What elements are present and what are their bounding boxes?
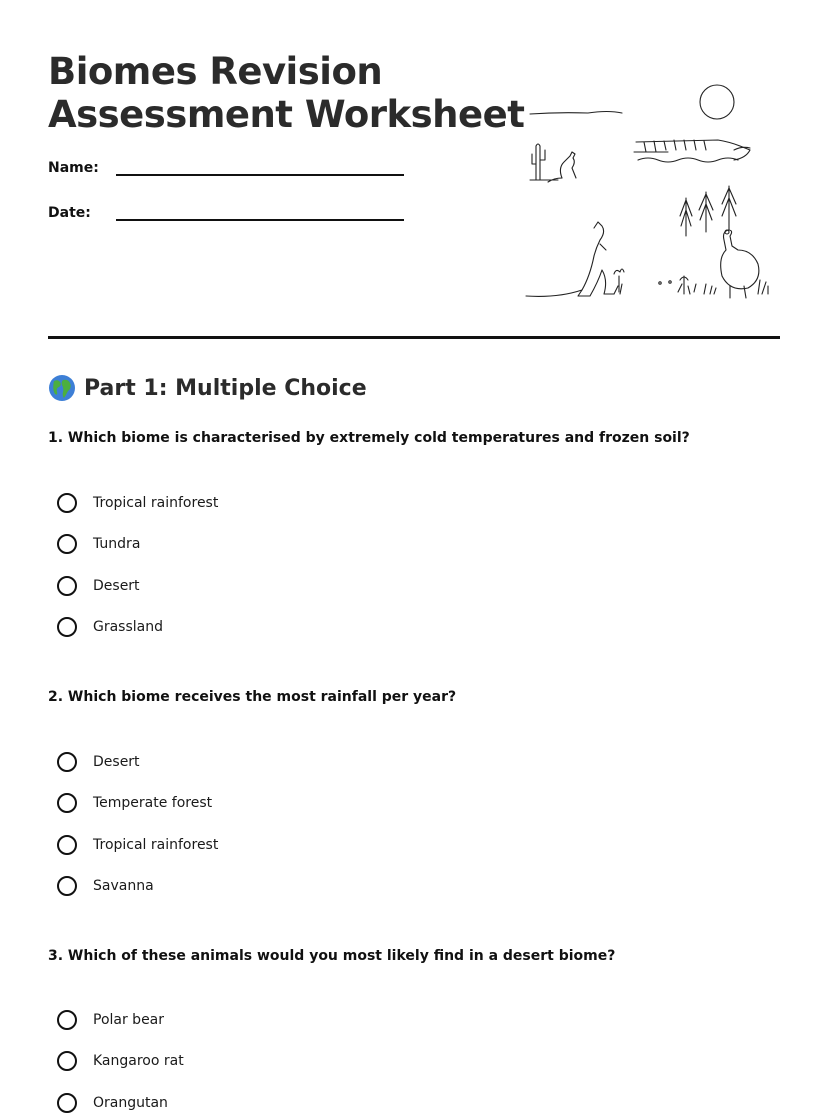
name-label: Name: xyxy=(48,160,99,176)
name-line[interactable] xyxy=(116,174,404,176)
option-label: Savanna xyxy=(93,878,154,894)
option-label: Grassland xyxy=(93,619,163,635)
radio-button[interactable] xyxy=(57,876,77,896)
q3-option-3[interactable] xyxy=(57,1090,168,1116)
option-label: Desert xyxy=(93,578,140,594)
radio-button[interactable] xyxy=(57,576,77,596)
sun-icon xyxy=(700,85,734,119)
question-2: 2. Which biome receives the most rainfall per year? xyxy=(48,689,457,705)
emu-icon xyxy=(721,230,759,298)
section-divider xyxy=(48,336,780,339)
question-3: 3. Which of these animals would you most likely find in a desert biome? xyxy=(48,948,616,964)
worksheet-title: Biomes Revision Assessment Worksheet xyxy=(48,50,525,136)
radio-button[interactable] xyxy=(57,1010,77,1030)
option-label: Tundra xyxy=(93,536,141,552)
biomes-illustration xyxy=(518,80,780,302)
option-label: Kangaroo rat xyxy=(93,1053,184,1069)
q2-option-3[interactable] xyxy=(57,832,218,858)
q3-option-1[interactable] xyxy=(57,1007,164,1033)
q1-option-2[interactable] xyxy=(57,531,140,557)
radio-button[interactable] xyxy=(57,1051,77,1071)
trees-icon xyxy=(680,186,736,236)
option-label: Tropical rainforest xyxy=(93,495,219,511)
q2-option-1[interactable] xyxy=(57,749,140,775)
radio-button[interactable] xyxy=(57,1093,77,1113)
q3-option-2[interactable] xyxy=(57,1048,184,1074)
option-label: Polar bear xyxy=(93,1012,165,1028)
date-label: Date: xyxy=(48,205,91,221)
q1-option-4[interactable] xyxy=(57,614,163,640)
glacier-icon xyxy=(634,140,750,162)
radio-button[interactable] xyxy=(57,617,77,637)
globe-icon xyxy=(48,374,76,402)
radio-button[interactable] xyxy=(57,493,77,513)
kangaroo-icon xyxy=(526,222,614,296)
q1-option-1[interactable] xyxy=(57,490,218,516)
part-1-heading xyxy=(48,374,367,402)
radio-button[interactable] xyxy=(57,793,77,813)
q2-option-4[interactable] xyxy=(57,873,154,899)
date-line[interactable] xyxy=(116,219,404,221)
question-1: 1. Which biome is characterised by extremely cold temperatures and frozen soil? xyxy=(48,430,690,446)
q2-option-2[interactable] xyxy=(57,790,212,816)
part-1-title: Part 1: Multiple Choice xyxy=(84,375,367,401)
option-label: Orangutan xyxy=(93,1095,168,1111)
option-label: Desert xyxy=(93,754,140,770)
cactus-icon xyxy=(530,144,558,180)
radio-button[interactable] xyxy=(57,835,77,855)
radio-button[interactable] xyxy=(57,752,77,772)
radio-button[interactable] xyxy=(57,534,77,554)
q1-option-3[interactable] xyxy=(57,573,140,599)
option-label: Temperate forest xyxy=(93,795,213,811)
option-label: Tropical rainforest xyxy=(93,837,219,853)
small-kangaroo-icon xyxy=(548,152,576,182)
